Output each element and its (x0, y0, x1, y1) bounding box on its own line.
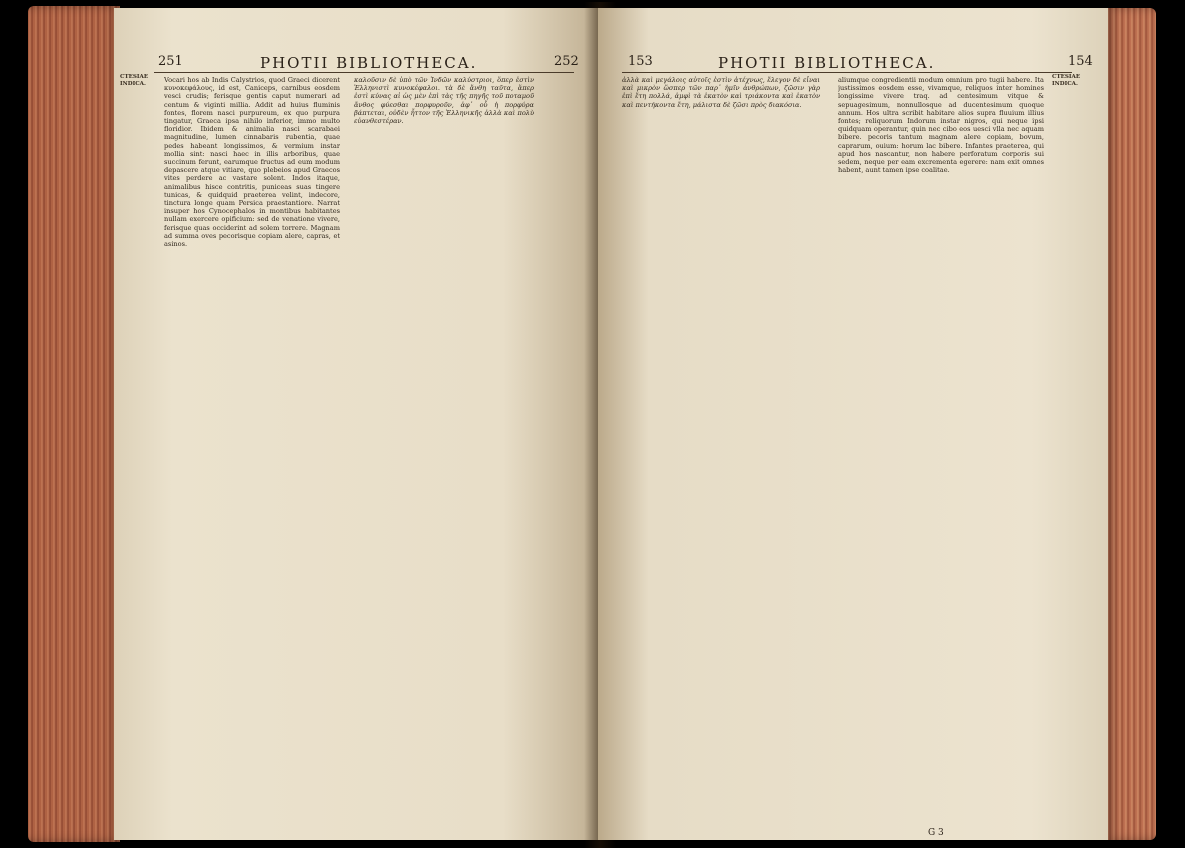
right-head-rule (622, 72, 1072, 73)
book-fore-edge-right (1106, 8, 1156, 840)
left-latin-text: Vocari hos ab Indis Calystrios, quod Graeci dicerent κυνοκεφάλους, id est, Caniceps, carnibus eosdem vesci crudis; ferisque gentis caput numerari ad centum & viginti millia. Addit ad huius fluminis fontes, florem nasci purpureum, ex quo purpura tingatur, Graeca ipsa nihilo inferior, immo multo floridior. Ibidem & animalia nasci scarabaei magnitudine, lumen cinnabaris rubentia, quae pedes habeant longissimos, & vermium instar mollia sint: nasci haec in illis arboribus, quae succinum ferunt, earumque fructus ad eum modum depascere atque vitiare, quo plebeios apud Graecos vites perdere ac vastare solent. Indos itaque, animalibus hisce contritis, puniceas suas tingere tunicas, & quidquid praeterea velint, indecore, tinctura longe quam Persica praestantiore. Narrat insuper hos Cynocephalos in montibus habitantes nullam exercere opificium: sed de venatione vivere, ferisque quas occiderint ad solem torrere. Magnam ad summa oves pecorisque copiam alere, capras, et asinos. (164, 76, 340, 249)
book-fore-edge-left (28, 6, 120, 842)
left-head-rule (154, 72, 574, 73)
right-greek-text: ἀλλὰ καὶ μεγάλοις αὐτοῖς ἐστὶν ἀτέχνως, ἔλεγον δὲ εἶναι καὶ μικρὸν ὥσπερ τῶν παρ᾽ ἡμῖν ἀνθρώπων, ζῶσιν γὰρ ἐπὶ ἔτη πολλά, ἀμφὶ τὰ ἑκατὸν καὶ τριάκοντα καὶ ἑκατὸν καὶ πεντήκοντα ἔτη, μάλιστα δὲ ζῶσι πρὸς διακόσια. (622, 76, 820, 109)
right-latin-text: aliumque congredientii modum omnium pro tugii habere. Ita justissimos eosdem esse, vivamque, reliquos inter homines longissime vivere traq. ad centesimum vitque & sepuagesimum, nonnullosque ad ducentesimum quoque annum. Hos ultra scribit habitare alios supra fluuium illius fontes; reliquorum Indorum instar nigros, qui neque ipsi quidquam operantur, quin nec cibo eos uesci vlla nec aquam bibere. pecoris tantum magnam alere copiam, bovum, caprarum, ouium: horum lac bibere. Infantes praeterea, qui apud hos nascantur, non habere perforatum corporis sui sedem, neque per eam excrementa egerere: nam exit omnes habent, aunt tamen ipse coalitae. (838, 76, 1044, 175)
left-running-head: PHOTII BIBLIOTHECA. (260, 54, 478, 72)
right-greek-column (622, 76, 820, 826)
right-running-head: PHOTII BIBLIOTHECA. (718, 54, 936, 72)
left-greek-text: καλοῦσιν δὲ ὑπὸ τῶν Ἰνδῶν καλύστριοι, ὅπερ ἐστὶν Ἑλληνιστὶ κυνοκέφαλοι. τὰ δὲ ἄνθη ταῦτα, ἅπερ ἐστὶ κύνας αἰ ὡς μὲν ἐπὶ τὰς τῆς πηγῆς τοῦ ποταμοῦ ἄνθος φύεσθαι πορφυροῦν, ἀφ᾽ οὗ ἡ πορφύρα βάπτεται, οὐδὲν ἧττον τῆς Ἑλληνικῆς ἀλλὰ καὶ πολὺ εὐανθεστέραν. (354, 76, 534, 126)
signature-mark: G 3 (928, 828, 944, 838)
right-page-number-b: 154 (1068, 54, 1093, 69)
left-latin-column (164, 76, 340, 826)
right-side-note: CTESIAE INDICA. (1052, 74, 1081, 87)
right-page (598, 8, 1108, 840)
left-page-number-b: 252 (554, 54, 579, 69)
left-page-number-a: 251 (158, 54, 183, 69)
right-latin-column (838, 76, 1044, 826)
left-side-note: CTESIAE INDICA. (120, 74, 149, 87)
left-greek-column (354, 76, 534, 826)
right-page-number-a: 153 (628, 54, 653, 69)
open-book (28, 2, 1156, 844)
left-page (114, 8, 600, 840)
